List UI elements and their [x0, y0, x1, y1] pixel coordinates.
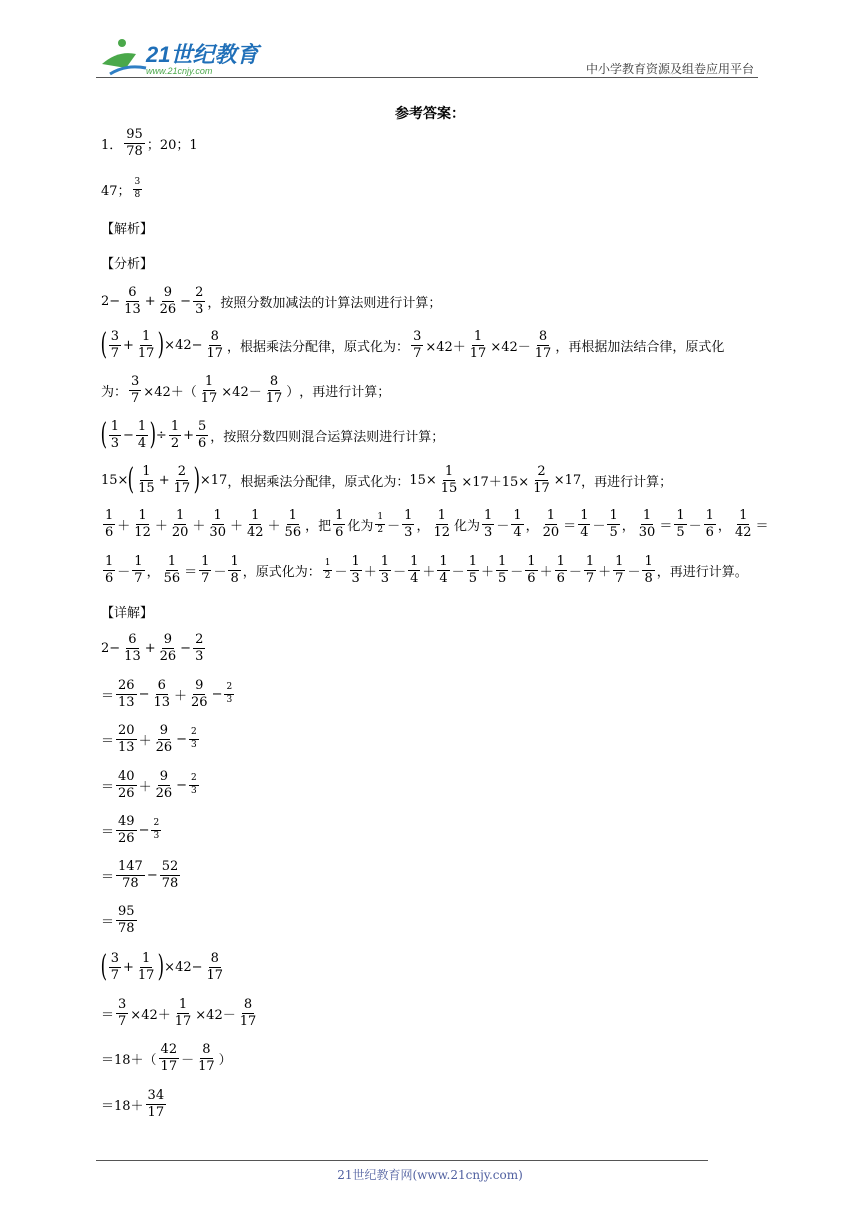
step-3: ＝ $\frac{20}{13}$ ＋ $\frac{9}{26}$ − $\frac{2}{3}$ [101, 722, 197, 755]
analysis-line-1: 2− $\frac{6}{13}$ + $\frac{9}{26}$ − $\frac{2}{3}$ ，按照分数加减法的计算法则进行计算； [101, 284, 442, 317]
analysis-line-2: ( $\frac{3}{7}$ + $\frac{1}{17}$ ) ×42− $\frac{8}{17}$ ，根据乘法分配律，原式化为： $\frac{3}{7}$ ×42＋ $\frac{1}{17}$ ×42－ $\frac{8}{17}$ ，再根据加法结合律，原式化 [100, 327, 725, 362]
page-header [96, 32, 758, 78]
analysis-line-5: 15× ( $\frac{1}{15}$ + $\frac{2}{17}$ ) ×17 ，根据乘法分配律，原式化为： 15× $\frac{1}{15}$ ×17＋15× $\frac{2}{17}$ ×17 ，再进行计算； [101, 462, 673, 497]
step-8: ( $\frac{3}{7}$ + $\frac{1}{17}$ ) ×42− $\frac{8}{17}$ [100, 949, 224, 984]
step-1: 2− $\frac{6}{13}$ + $\frac{9}{26}$ − $\frac{2}{3}$ [101, 631, 204, 664]
analysis-line-3: 为： $\frac{3}{7}$ ×42＋（ $\frac{1}{17}$ ×42－ $\frac{8}{17}$ ） ，再进行计算； [101, 373, 391, 406]
logo [96, 34, 266, 78]
section-xiangjie: 【详解】 [101, 605, 154, 621]
footer-rule [96, 1160, 708, 1161]
analysis-line-4: ( $\frac{1}{3}$ − $\frac{1}{4}$ ) ÷ $\frac{1}{2}$ + $\frac{5}{6}$ ，按照分数四则混合运算法则进行计算； [100, 417, 445, 452]
footer-text: 21世纪教育网(www.21cnjy.com) [337, 1168, 523, 1182]
platform-name: 中小学教育资源及组卷应用平台 [585, 62, 754, 76]
answer-line-2: 47； $\frac{3}{8}$ [101, 177, 141, 200]
analysis-line-7: $\frac{1}{6}$ － $\frac{1}{7}$ ， $\frac{1}{56}$ ＝ $\frac{1}{7}$ － $\frac{1}{8}$ ，原式化为： $\frac{1}{2}$ － $\frac{1}{3}$ ＋ $\frac{1}{3}$ － $\frac{1}{4}$ ＋ $\frac{1}{4}$ － $\frac{1}{5}$ ＋ $\frac{1}{5}$ － $\frac{1}{6}$ ＋ $\frac{1}{6}$ － $\frac{1}{7}$ ＋ $\frac{1}{7}$ － $\frac{1}{8}$ ，再进行计算。 [105, 553, 748, 586]
answer-line-1: 1． $\frac{95}{78}$ ；20；1 [101, 126, 198, 159]
step-5: ＝ $\frac{49}{26}$ − $\frac{2}{3}$ [101, 813, 160, 846]
analysis-line-6: $\frac{1}{6}$ ＋ $\frac{1}{12}$ ＋ $\frac{1}{20}$ ＋ $\frac{1}{30}$ ＋ $\frac{1}{42}$ ＋ $\frac{1}{56}$ ， 把 $\frac{1}{6}$ 化为 $\frac{1}{2}$ － $\frac{1}{3}$ ， $\frac{1}{12}$ 化为 $\frac{1}{3}$ － $\frac{1}{4}$ ， $\frac{1}{20}$ ＝ $\frac{1}{4}$ － $\frac{1}{5}$ ， $\frac{1}{30}$ ＝ $\frac{1}{5}$ － $\frac{1}{6}$ ， $\frac{1}{42}$ ＝ [105, 507, 769, 540]
step-4: ＝ $\frac{40}{26}$ ＋ $\frac{9}{26}$ − $\frac{2}{3}$ [101, 768, 197, 801]
step-7: ＝ $\frac{95}{78}$ [101, 903, 135, 936]
svg-text:www.21cnjy.com: www.21cnjy.com [146, 66, 213, 76]
step-10: ＝18＋（ $\frac{42}{17}$ － $\frac{8}{17}$ ） [101, 1041, 232, 1074]
header-rule [96, 77, 758, 78]
step-6: ＝ $\frac{147}{78}$ − $\frac{52}{78}$ [101, 858, 179, 891]
step-2: ＝ $\frac{26}{13}$ − $\frac{6}{13}$ ＋ $\frac{9}{26}$ − $\frac{2}{3}$ [101, 677, 233, 710]
step-9: ＝ $\frac{3}{7}$ ×42＋ $\frac{1}{17}$ ×42－ $\frac{8}{17}$ [101, 996, 257, 1029]
page-title: 参考答案： [395, 106, 465, 122]
section-jiexi: 【解析】 [101, 221, 154, 237]
step-11: ＝18＋ $\frac{34}{17}$ [101, 1087, 165, 1120]
svg-text:21世纪教育: 21世纪教育 [146, 42, 259, 67]
section-fenxi: 【分析】 [101, 256, 154, 272]
